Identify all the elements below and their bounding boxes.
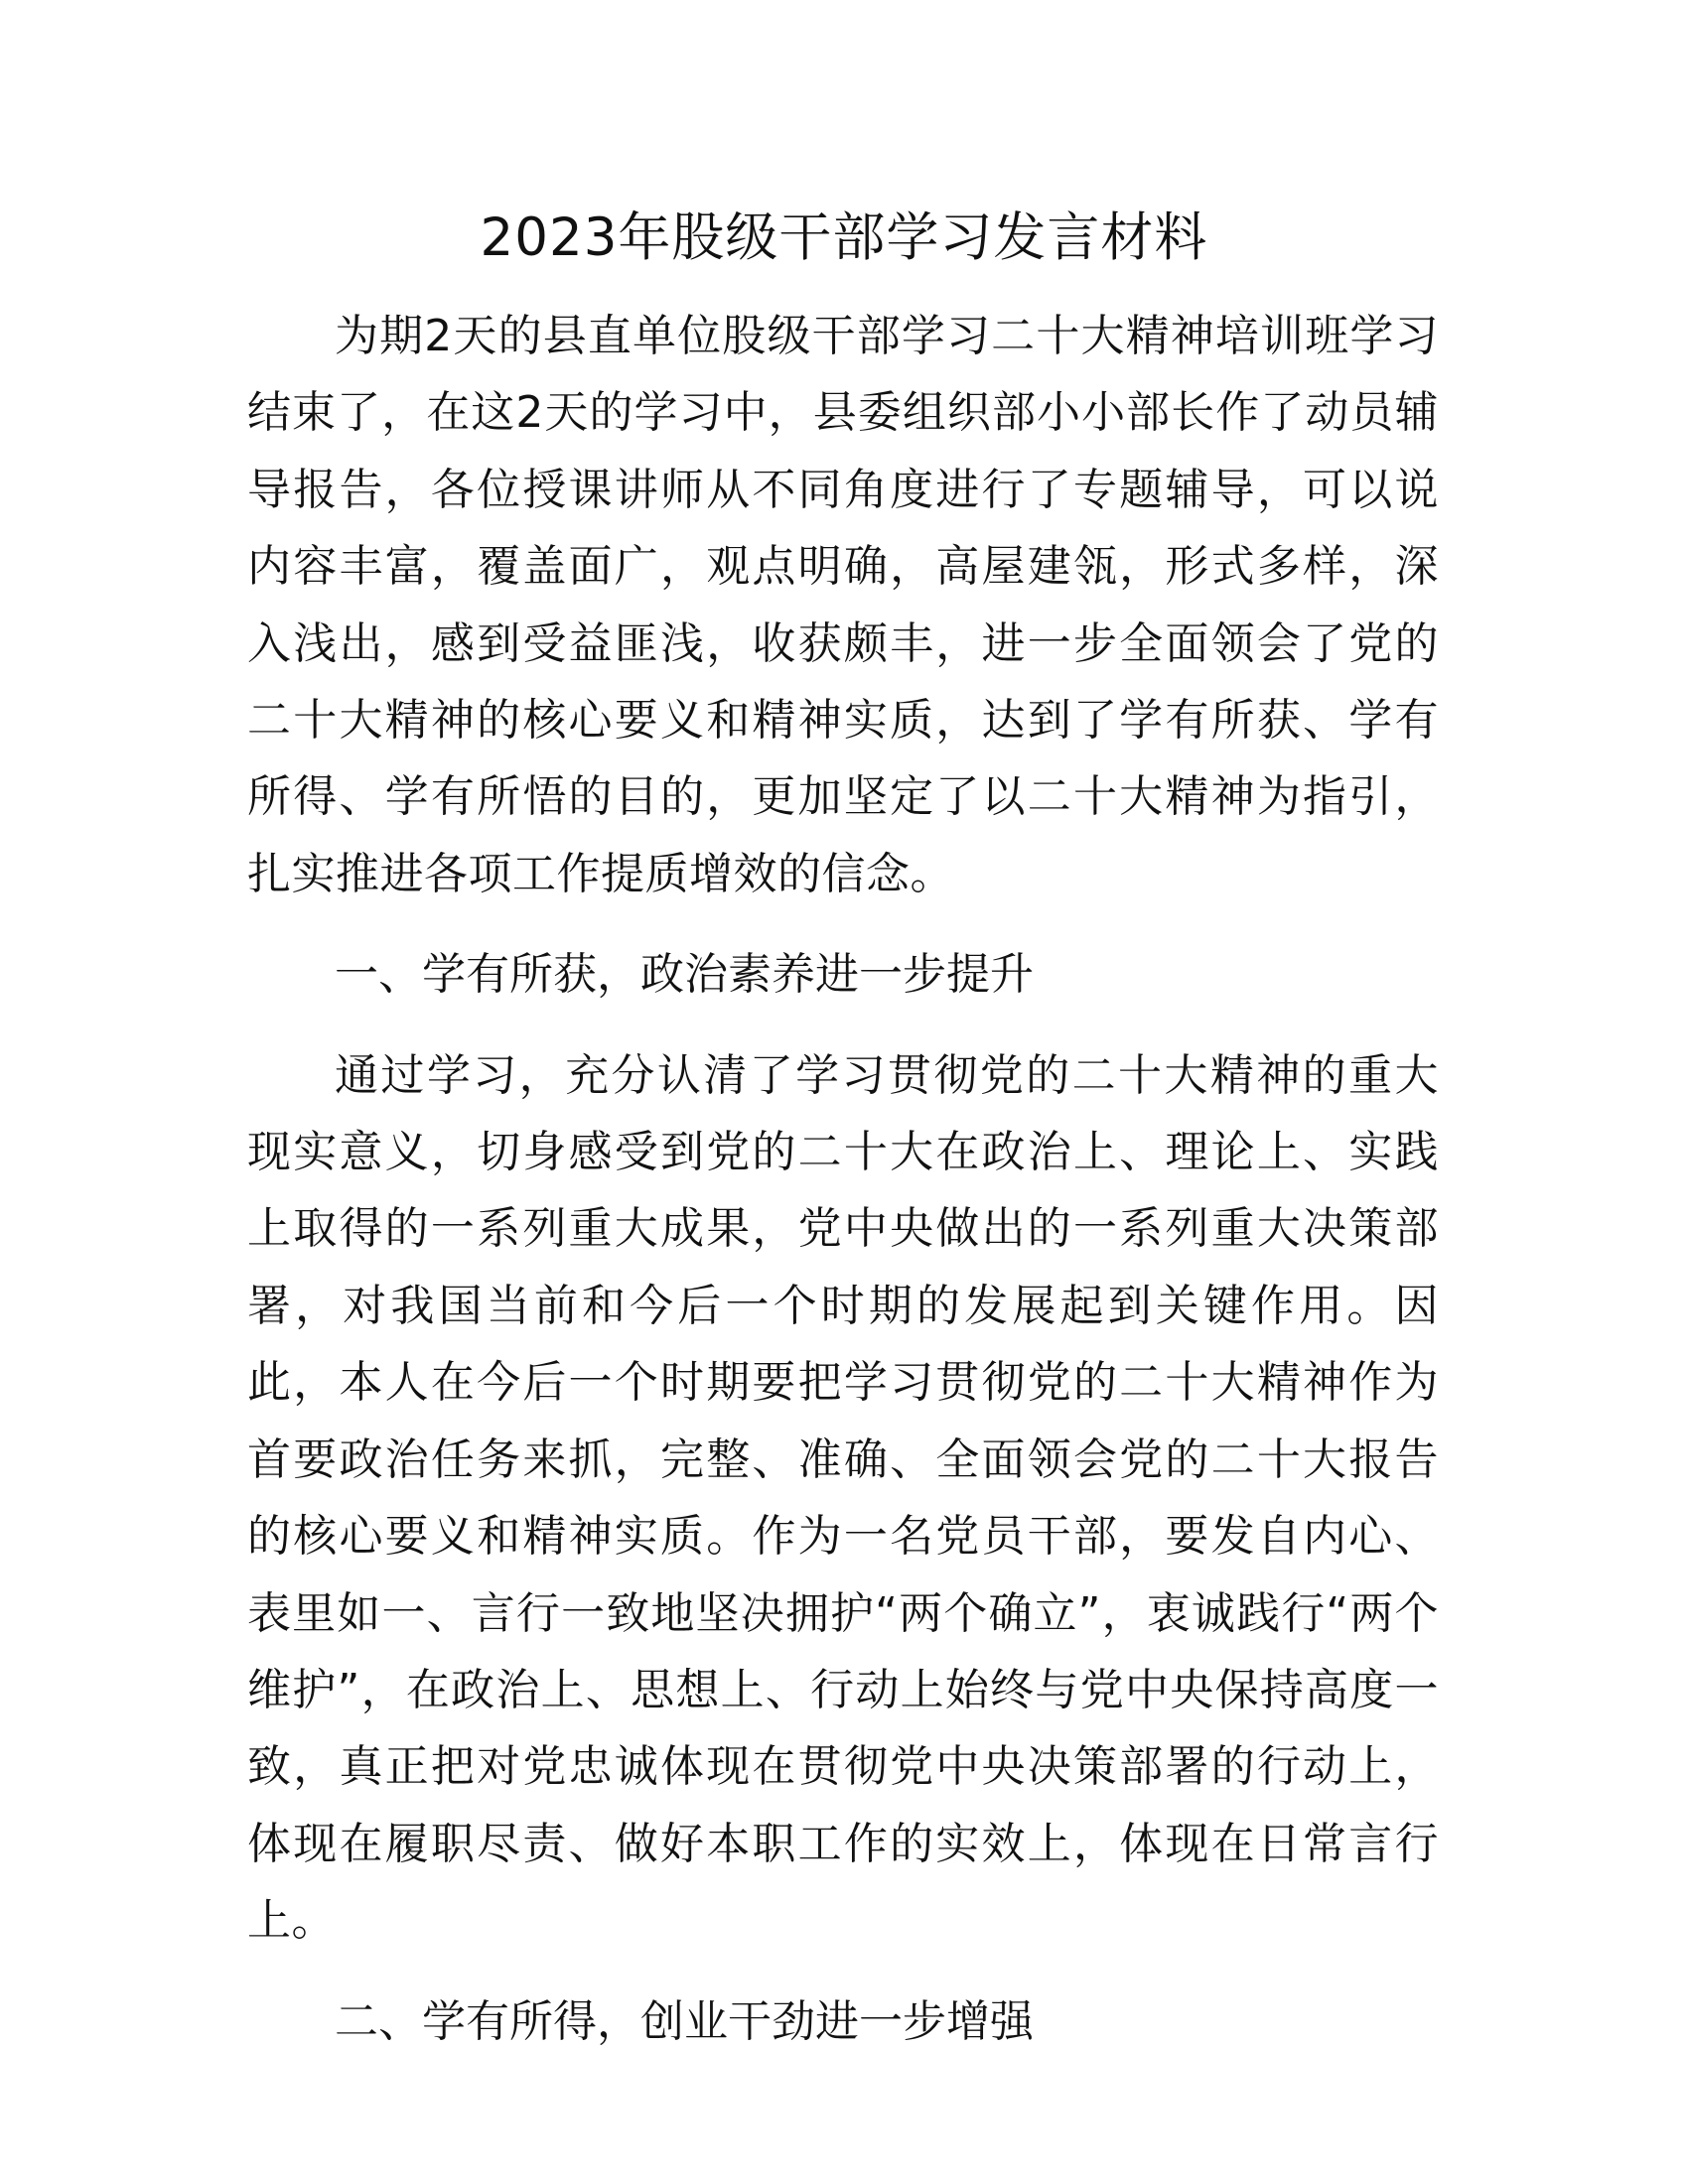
paragraph-spacer bbox=[247, 1014, 1439, 1037]
document-body bbox=[247, 298, 1439, 2060]
paragraph-spacer bbox=[247, 912, 1439, 936]
section-1-heading: 一、学有所获，政治素养进一步提升 bbox=[335, 949, 1034, 1001]
section-2-heading: 二、学有所得，创业干劲进一步增强 bbox=[335, 1995, 1034, 2047]
paragraph-spacer bbox=[247, 1960, 1439, 1983]
intro-paragraph: 为期2天的县直单位股级干部学习二十大精神培训班学习结束了，在这2天的学习中，县委组织部小小部长作了动员辅导报告，各位授课讲师从不同角度进行了专题辅导，可以说内容丰富，覆盖面广，观点明确，高屋建瓴，形式多样，深入浅出，感到受益匪浅，收获颇丰，进一步全面领会了党的二十大精神的核心要义和精神实质，达到了学有所获、学有所得、学有所悟的目的，更加坚定了以二十大精神为指引，扎实推进各项工作提质增效的信念。 bbox=[247, 311, 1439, 899]
section-1-paragraph: 通过学习，充分认清了学习贯彻党的二十大精神的重大现实意义，切身感受到党的二十大在政治上、理论上、实践上取得的一系列重大成果，党中央做出的一系列重大决策部署，对我国当前和今后一个时期的发展起到关键作用。因此，本人在今后一个时期要把学习贯彻党的二十大精神作为首要政治任务来抓，完整、准确、全面领会党的二十大报告的核心要义和精神实质。作为一名党员干部，要发自内心、表里如一、言行一致地坚决拥护“两个确立”，衷诚践行“两个维护”，在政治上、思想上、行动上始终与党中央保持高度一致，真正把对党忠诚体现在贯彻党中央决策部署的行动上，体现在履职尽责、做好本职工作的实效上，体现在日常言行上。 bbox=[247, 1049, 1439, 1947]
document-title: 2023年股级干部学习发言材料 bbox=[480, 207, 1208, 268]
